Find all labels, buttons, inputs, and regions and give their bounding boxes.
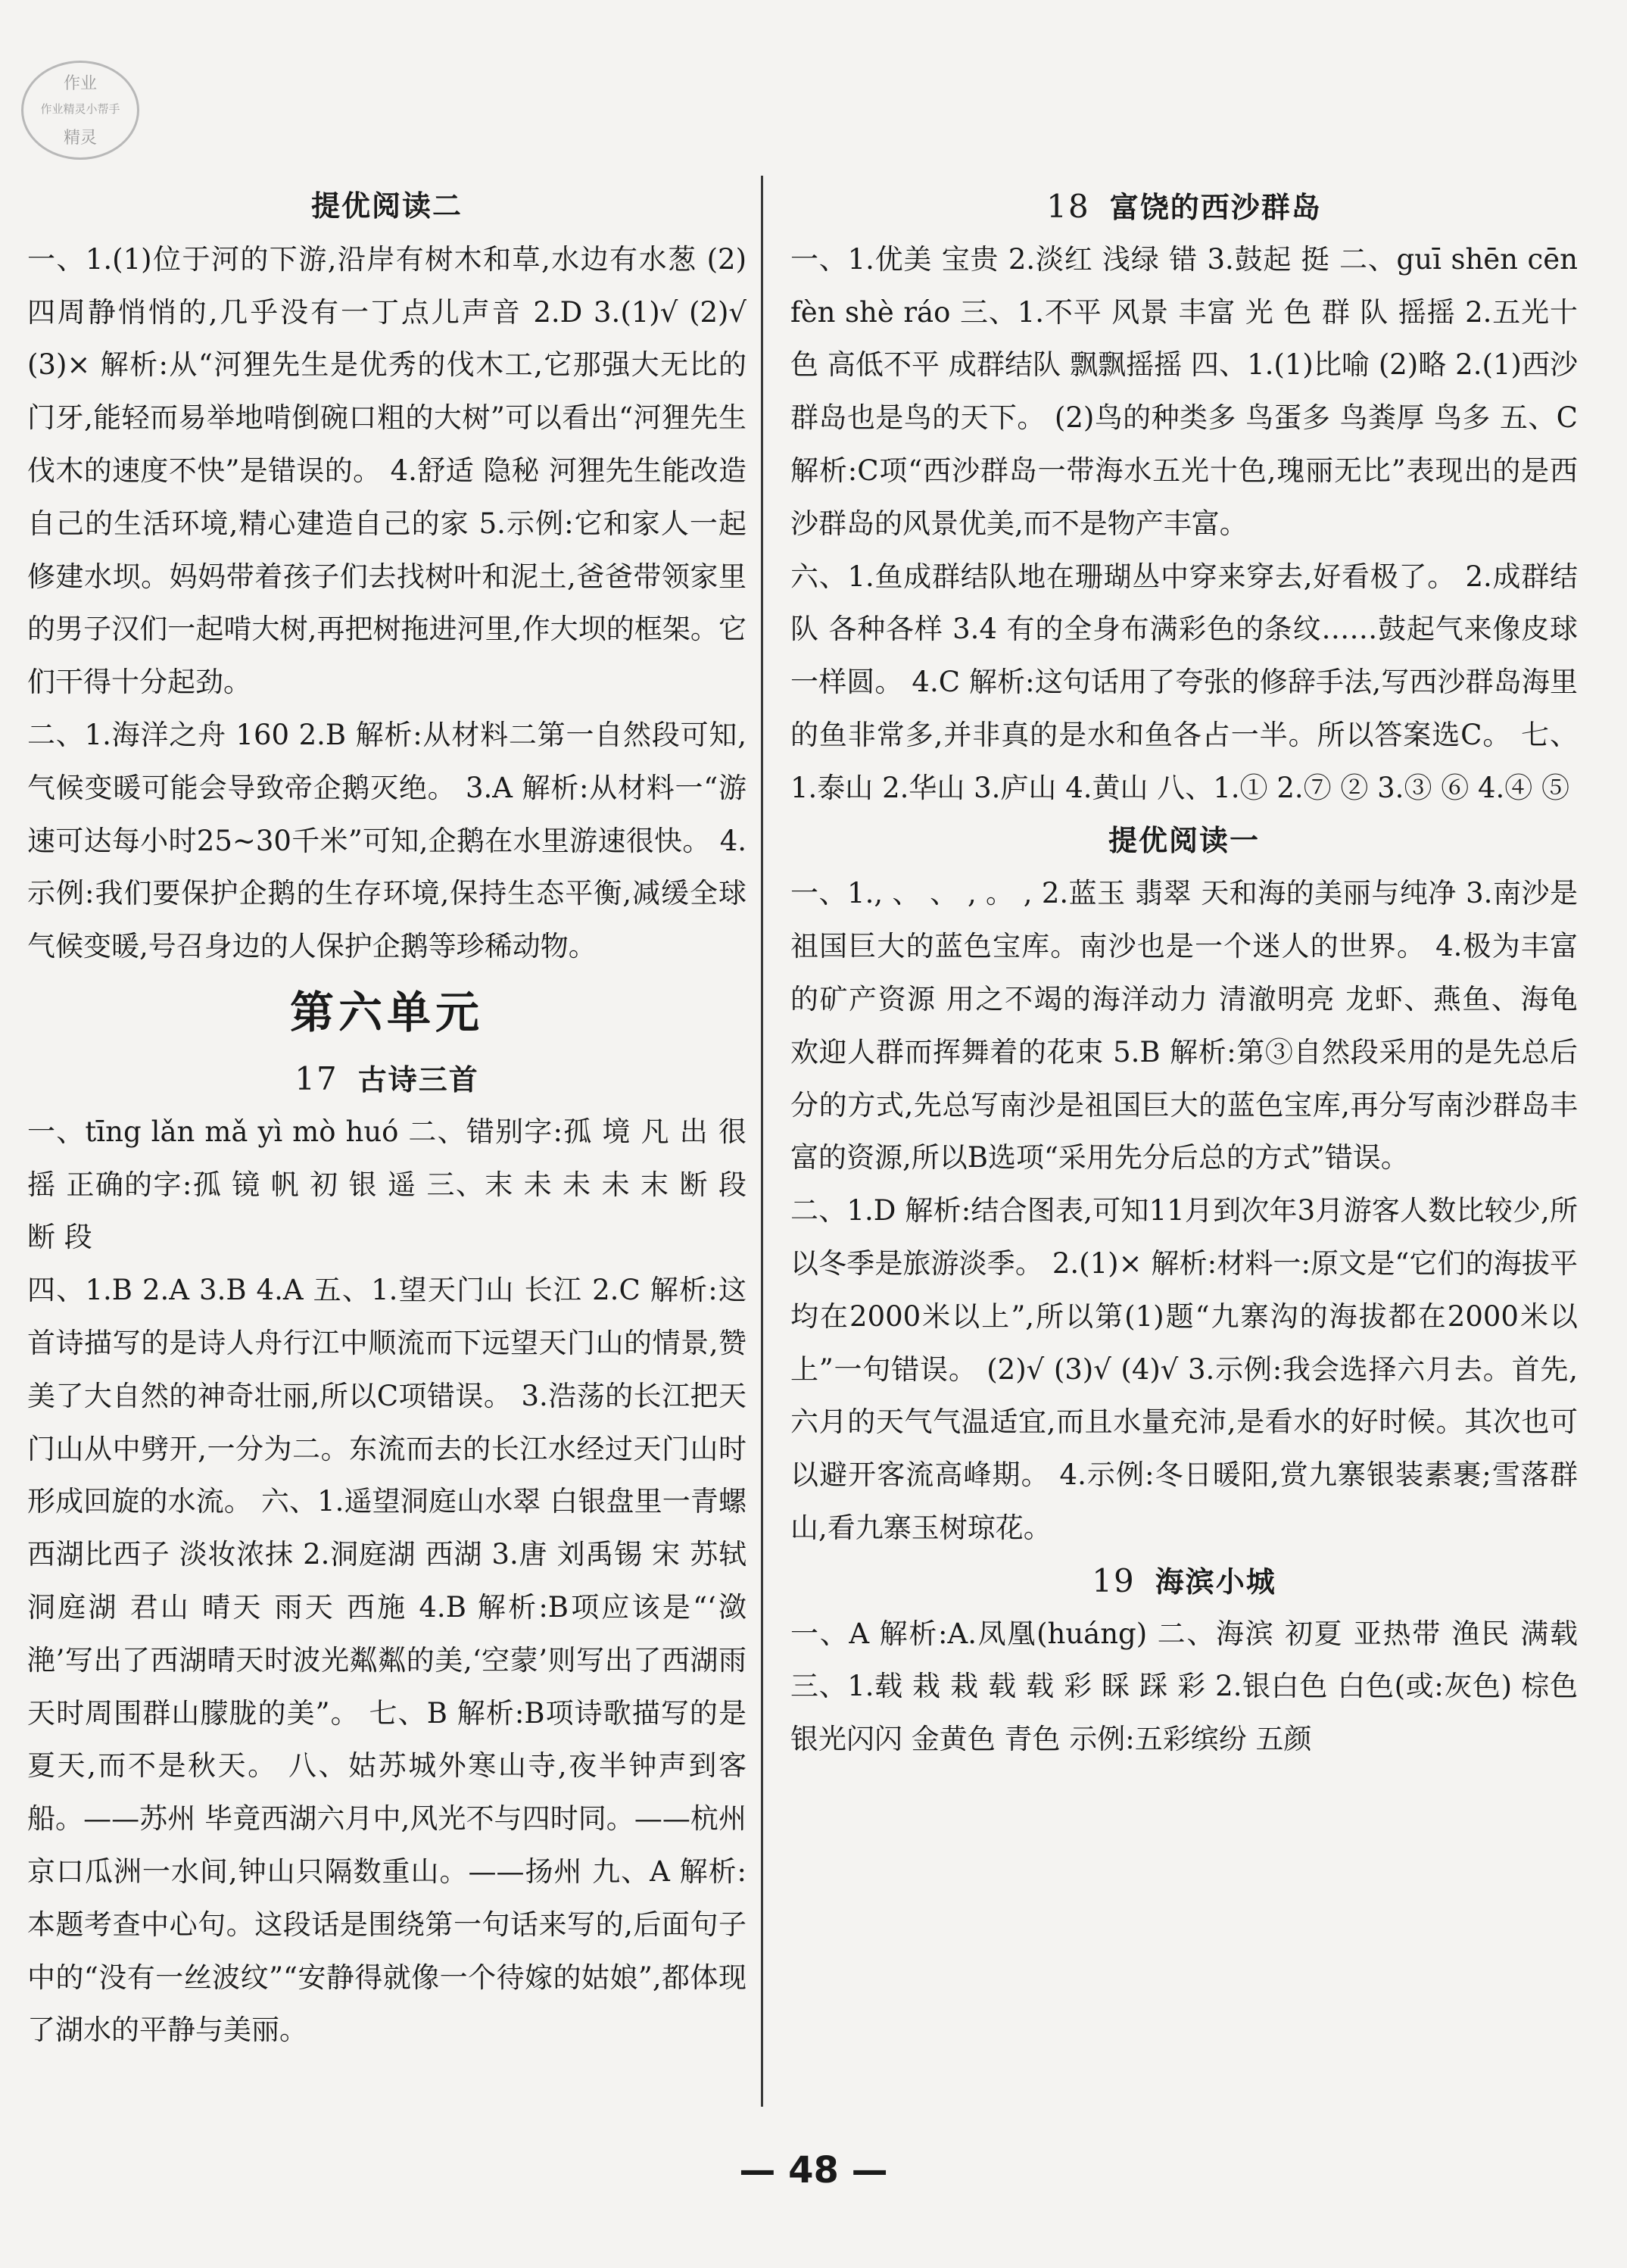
section-title-tiyou-1: 提优阅读一: [1108, 823, 1260, 857]
right-column: [790, 180, 1578, 1766]
stamp-line-2: 作业精灵小帮手: [40, 102, 120, 116]
lesson-number: 19: [1092, 1561, 1136, 1599]
stamp-line-3: 精灵: [63, 129, 97, 148]
paragraph: 一、A 解析:A.凤凰(huáng) 二、海滨 初夏 亚热带 渔民 满载 三、1.载 栽 栽 载 载 彩 睬 踩 彩 2.银白色 白色(或:灰色) 棕色 银光闪闪 金黄色 青色 示例:五彩缤纷 五颜: [790, 1617, 1578, 1756]
stamp-line-1: 作业: [63, 74, 97, 93]
column-divider: [761, 176, 763, 2107]
page-number: — 48 —: [739, 2149, 888, 2192]
watermark-stamp: [21, 61, 139, 160]
paragraph: 二、1.海洋之舟 160 2.B 解析:从材料二第一自然段可知,气候变暖可能会导致帝企鹅灭绝。 3.A 解析:从材料一“游速可达每小时25~30千米”可知,企鹅在水里游速很快。 4.示例:我们要保护企鹅的生存环境,保持生态平衡,减缓全球气候变暖,号召身边的人保护企鹅等珍稀动物。: [27, 718, 746, 963]
lesson-number: 18: [1046, 188, 1090, 225]
paragraph: 一、1.优美 宝贵 2.淡红 浅绿 错 3.鼓起 挺 二、guī shēn cēn fèn shè ráo 三、1.不平 风景 丰富 光 色 群 队 摇摇 2.五光十色 高低不平 成群结队 飘飘摇摇 四、1.(1)比喻 (2)略 2.(1)西沙群岛也是鸟的天下。 (2)鸟的种类多 鸟蛋多 鸟粪厚 鸟多 五、C 解析:C项“西沙群岛一带海水五光十色,瑰丽无比”表现出的是西沙群岛的风景优美,而不是物产丰富。: [790, 242, 1578, 540]
paragraph: 一、tīng lǎn mǎ yì mò huó 二、错别字:孤 境 凡 出 很 摇 正确的字:孤 镜 帆 初 银 遥 三、末 未 未 未 末 断 段 断 段: [27, 1115, 746, 1254]
unit-title: 第六单元: [289, 986, 484, 1038]
lesson-name: 富饶的西沙群岛: [1109, 191, 1322, 224]
lesson-title-17: [27, 1053, 746, 1106]
paragraph: 一、1., 、 、 , 。 , 2.蓝玉 翡翠 天和海的美丽与纯净 3.南沙是祖国巨大的蓝色宝库。南沙也是一个迷人的世界。 4.极为丰富的矿产资源 用之不竭的海洋动力 清澈明亮 龙虾、燕鱼、海龟 欢迎人群而挥舞着的花束 5.B 解析:第③自然段采用的是先总后分的方式,先总写南沙是祖国巨大的蓝色宝库,再分写南沙群岛丰富的资源,所以B选项“采用先分后总的方式”错误。: [790, 877, 1578, 1175]
paragraph: 一、1.(1)位于河的下游,沿岸有树木和草,水边有水葱 (2)四周静悄悄的,几乎没有一丁点儿声音 2.D 3.(1)√ (2)√ (3)× 解析:从“河狸先生是优秀的伐木工,它那强大无比的门牙,能轻而易举地啃倒碗口粗的大树”可以看出“河狸先生伐木的速度不快”是错误的。 4.舒适 隐秘 河狸先生能改造自己的生活环境,精心建造自己的家 5.示例:它和家人一起修建水坝。妈妈带着孩子们去找树叶和泥土,爸爸带领家里的男子汉们一起啃大树,再把树拖进河里,作大坝的框架。它们干得十分起劲。: [27, 242, 746, 699]
left-column: [27, 180, 746, 2057]
lesson-name: 古诗三首: [357, 1062, 479, 1097]
paragraph: 二、1.D 解析:结合图表,可知11月到次年3月游客人数比较少,所以冬季是旅游淡季。 2.(1)× 解析:材料一:原文是“它们的海拔平均在2000米以上”,所以第(1)题“九寨沟的海拔都在2000米以上”一句错误。 (2)√ (3)√ (4)√ 3.示例:我会选择六月去。首先,六月的天气气温适宜,而且水量充沛,是看水的好时候。其次也可以避开客流高峰期。 4.示例:冬日暖阳,赏九寨银装素裹;雪落群山,看九寨玉树琼花。: [790, 1194, 1578, 1544]
lesson-number: 17: [295, 1059, 338, 1097]
paragraph: 六、1.鱼成群结队地在珊瑚丛中穿来穿去,好看极了。 2.成群结队 各种各样 3.4 有的全身布满彩色的条纹……鼓起气来像皮球一样圆。 4.C 解析:这句话用了夸张的修辞手法,写西沙群岛海里的鱼非常多,并非真的是水和鱼各占一半。所以答案选C。 七、1.泰山 2.华山 3.庐山 4.黄山 八、1.① 2.⑦ ② 3.③ ⑥ 4.④ ⑤: [790, 560, 1578, 804]
lesson-title-18: [790, 180, 1578, 233]
paragraph: 四、1.B 2.A 3.B 4.A 五、1.望天门山 长江 2.C 解析:这首诗描写的是诗人舟行江中顺流而下远望天门山的情景,赞美了大自然的神奇壮丽,所以C项错误。 3.浩荡的长江把天门山从中劈开,一分为二。东流而去的长江水经过天门山时形成回旋的水流。 六、1.遥望洞庭山水翠 白银盘里一青螺 西湖比西子 淡妆浓抹 2.洞庭湖 西湖 3.唐 刘禹锡 宋 苏轼 洞庭湖 君山 晴天 雨天 西施 4.B 解析:B项应该是“‘潋滟’写出了西湖晴天时波光粼粼的美,‘空蒙’则写出了西湖雨天时周围群山朦胧的美”。 七、B 解析:B项诗歌描写的是夏天,而不是秋天。 八、姑苏城外寒山寺,夜半钟声到客船。——苏州 毕竟西湖六月中,风光不与四时同。——杭州 京口瓜洲一水间,钟山只隔数重山。——扬州 九、A 解析:本题考查中心句。这段话是围绕第一句话来写的,后面句子中的“没有一丝波纹”“安静得就像一个待嫁的姑娘”,都体现了湖水的平静与美丽。: [27, 1274, 746, 2047]
lesson-title-19: [790, 1555, 1578, 1608]
section-title-tiyou-2: 提优阅读二: [310, 189, 463, 223]
lesson-name: 海滨小城: [1155, 1565, 1276, 1599]
